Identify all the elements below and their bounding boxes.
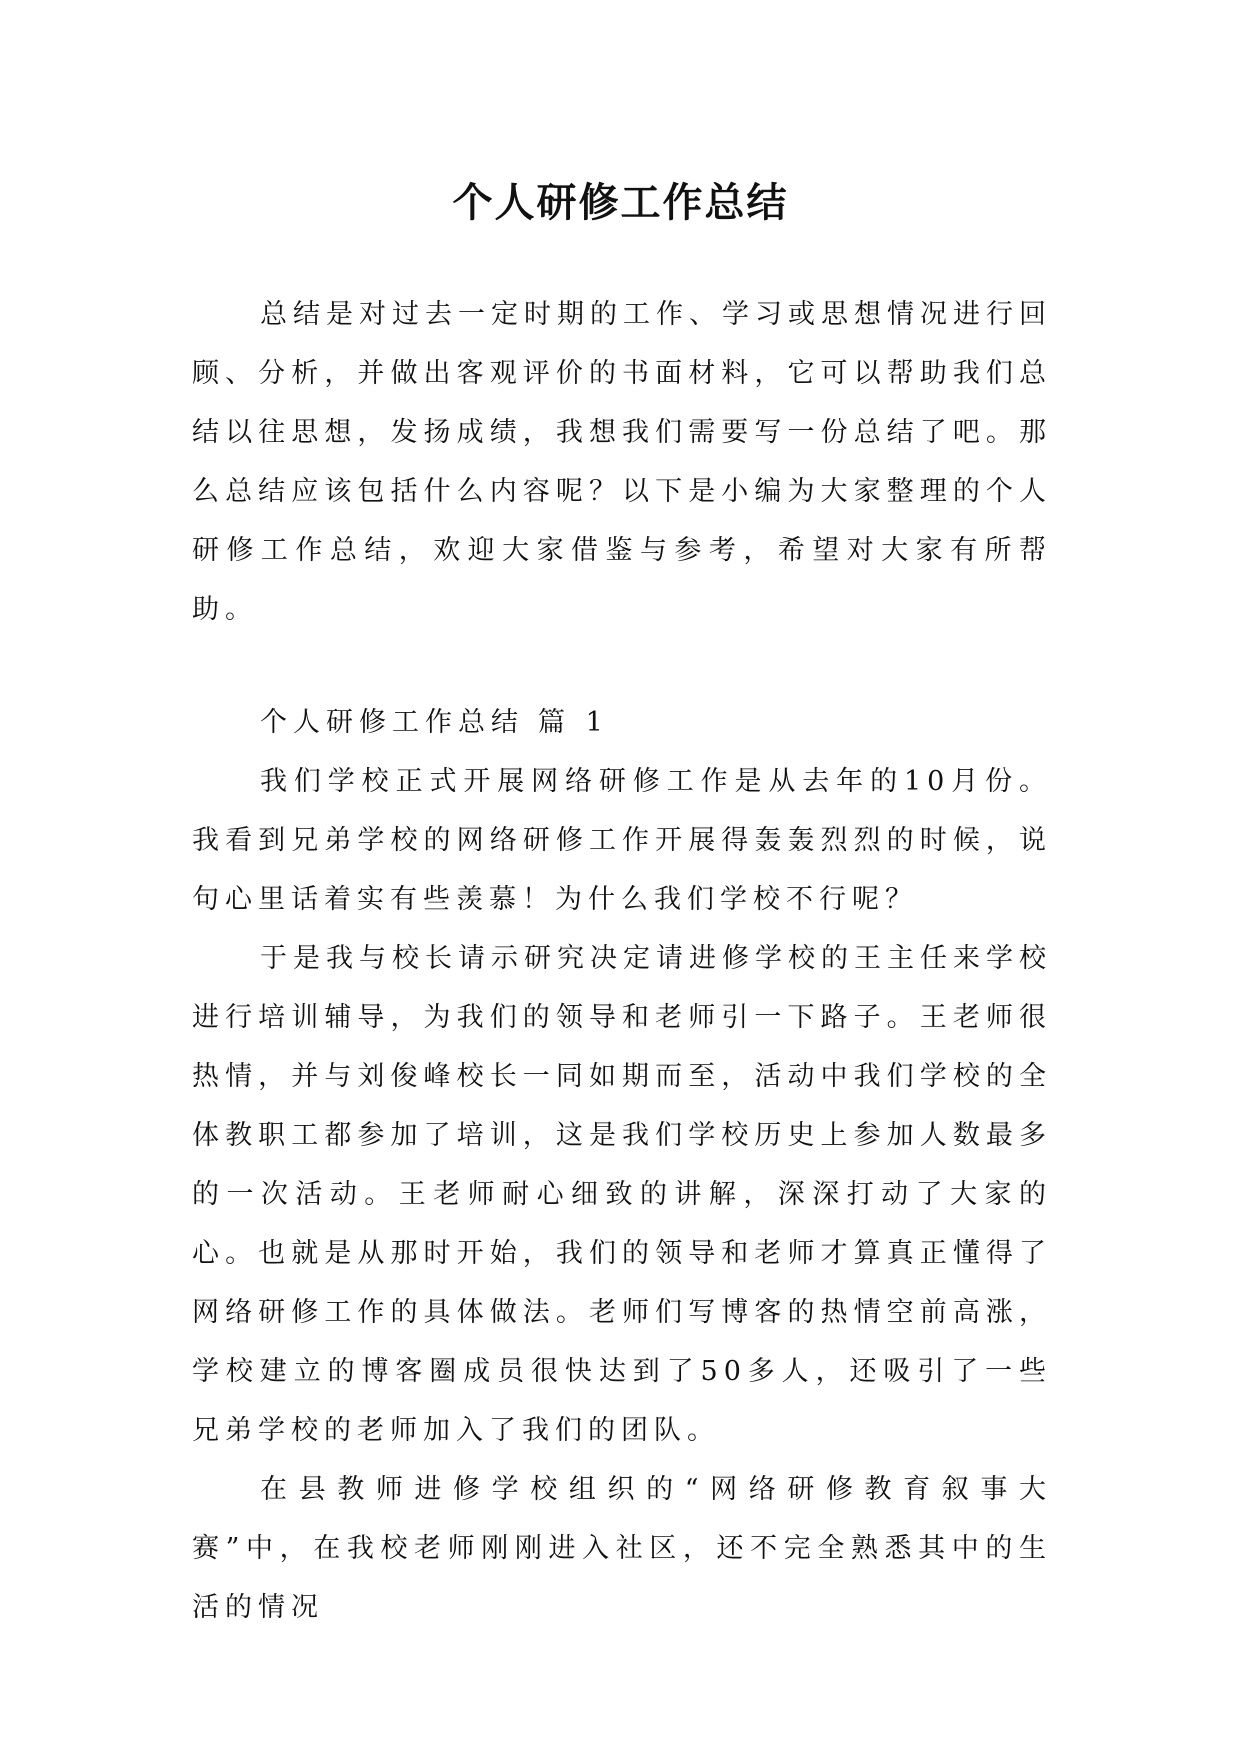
paragraph-spacer — [192, 639, 1052, 693]
body-paragraph-1: 我们学校正式开展网络研修工作是从去年的10月份。我看到兄弟学校的网络研修工作开展得轰轰烈烈的时候，说句心里话着实有些羡慕！为什么我们学校不行呢？ — [192, 766, 1052, 915]
document-body — [192, 285, 1052, 1637]
intro-paragraph: 总结是对过去一定时期的工作、学习或思想情况进行回顾、分析，并做出客观评价的书面材料，它可以帮助我们总结以往思想，发扬成绩，我想我们需要写一份总结了吧。那么总结应该包括什么内容呢？以下是小编为大家整理的个人研修工作总结，欢迎大家借鉴与参考，希望对大家有所帮助。 — [192, 299, 1052, 625]
document-title: 个人研修工作总结 — [452, 178, 789, 226]
section-heading — [192, 693, 1052, 752]
body-paragraph-3: 在县教师进修学校组织的“网络研修教育叙事大赛”中，在我校老师刚刚进入社区，还不完全熟悉其中的生活的情况 — [192, 1474, 1052, 1623]
section-heading-title: 个人研修工作总结 — [260, 707, 524, 738]
section-heading-label: 篇 1 — [538, 707, 609, 738]
body-paragraph-2: 于是我与校长请示研究决定请进修学校的王主任来学校进行培训辅导，为我们的领导和老师引一下路子。王老师很热情，并与刘俊峰校长一同如期而至，活动中我们学校的全体教职工都参加了培训，这是我们学校历史上参加人数最多的一次活动。王老师耐心细致的讲解，深深打动了大家的心。也就是从那时开始，我们的领导和老师才算真正懂得了网络研修工作的具体做法。老师们写博客的热情空前高涨，学校建立的博客圈成员很快达到了50多人，还吸引了一些兄弟学校的老师加入了我们的团队。 — [192, 943, 1052, 1446]
